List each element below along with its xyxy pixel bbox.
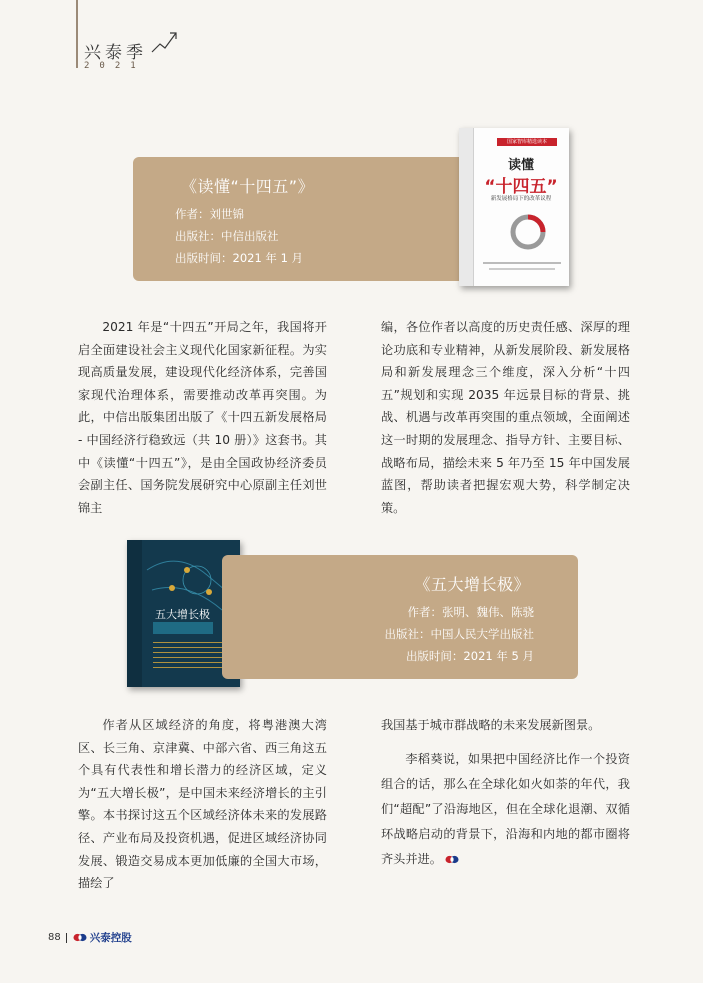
page-number: 88	[48, 932, 61, 943]
book1-info-card	[133, 157, 495, 281]
article2-paragraph-quote	[381, 747, 630, 872]
book2-info-card	[222, 555, 578, 679]
article1-left-column	[78, 316, 327, 519]
book1-cover-image	[459, 128, 569, 286]
book1-author: 作者：刘世锦	[175, 207, 244, 221]
article2-right-column	[381, 714, 630, 872]
book2-publisher: 出版社：中国人民大学出版社	[384, 627, 534, 641]
brand-title: 兴泰季	[84, 43, 147, 63]
page-footer	[48, 930, 132, 945]
article1-paragraph-left: 2021 年是“十四五”开局之年，我国将开启全面建设社会主义现代化国家新征程。为实现高质量发展，建设现代化经济体系，完善国家现代治理体系，需要推动改革再突围。为此，中信出版集团出版了《十四五新发展格局 - 中国经济行稳致远（共 10 册）》这套书。其中《读懂“十四五”》，是由全国政协经济委员会副主任、国务院发展研究中心原副主任刘世锦主	[78, 320, 327, 515]
book1-publisher: 出版社：中信出版社	[175, 229, 279, 243]
article2-paragraph-continued: 我国基于城市群战略的未来发展新图景。	[381, 718, 601, 732]
book1-title: 《读懂“十四五”》	[181, 177, 315, 196]
book2-cover-title: 五大增长极	[155, 608, 210, 621]
book1-cover-emblem	[509, 213, 547, 251]
book2-author: 作者：张明、魏伟、陈骁	[407, 605, 534, 619]
book2-title: 《五大增长极》	[414, 575, 530, 594]
end-mark-icon	[445, 855, 459, 864]
brand-year: 2021	[84, 61, 146, 71]
footer-brand: 兴泰控股	[89, 932, 132, 944]
article1-right-column	[381, 316, 630, 519]
header-rule	[76, 0, 78, 68]
book2-cover-blurb-lines	[153, 642, 223, 670]
book1-cover-footer-line	[483, 262, 561, 264]
article1-paragraph-right: 编，各位作者以高度的历史责任感、深厚的理论功底和专业精神，从新发展阶段、新发展格局和新发展理念三个维度，深入分析“十四五”规划和实现 2035 年远景目标的背景、挑战、机遇与改革再突围的重点领域，全面阐述这一时期的发展理念、指导方针、主要目标、战略布局，描绘未来 5 年乃至 15 年中国发展蓝图，帮助读者把握宏观大势，科学制定决策。	[381, 320, 630, 515]
book1-date: 出版时间：2021 年 1 月	[175, 251, 304, 265]
book1-cover-line1: 读懂	[507, 158, 534, 173]
article2-paragraph-quote-text: 李稻葵说，如果把中国经济比作一个投资组合的话，那么在全球化如火如荼的年代，我们“超配”了沿海地区，但在全球化退潮、双循环战略启动的背景下，沿海和内地的都市圈将齐头并进。	[381, 751, 630, 866]
book1-cover-line2: “十四五”	[484, 177, 558, 197]
footer-divider	[66, 933, 67, 943]
article2-paragraph-left: 作者从区域经济的角度，将粤港澳大湾区、长三角、京津冀、中部六省、西三角这五个具有代表性和增长潜力的经济区域，定义为“五大增长极”，是中国未来经济增长的主引擎。本书探讨这五个区域经济体未来的发展路径、产业布局及投资机遇，促进区域经济协同发展、锻造交易成本更加低廉的全国大市场，描绘了	[78, 718, 327, 891]
company-logo-icon	[73, 933, 87, 942]
article2-left-column	[78, 714, 327, 895]
book2-date: 出版时间：2021 年 5 月	[405, 649, 534, 663]
brand-masthead	[84, 38, 147, 71]
book1-cover-footer-line	[489, 268, 555, 270]
book2-cover-subtitle-box	[153, 622, 213, 634]
growth-arrow-icon	[150, 30, 178, 56]
book1-spine	[459, 128, 474, 286]
book1-cover-tag: 国家智库精选读本	[497, 138, 557, 146]
book1-cover-line3: 新发展格局下的改革议程	[490, 196, 552, 202]
